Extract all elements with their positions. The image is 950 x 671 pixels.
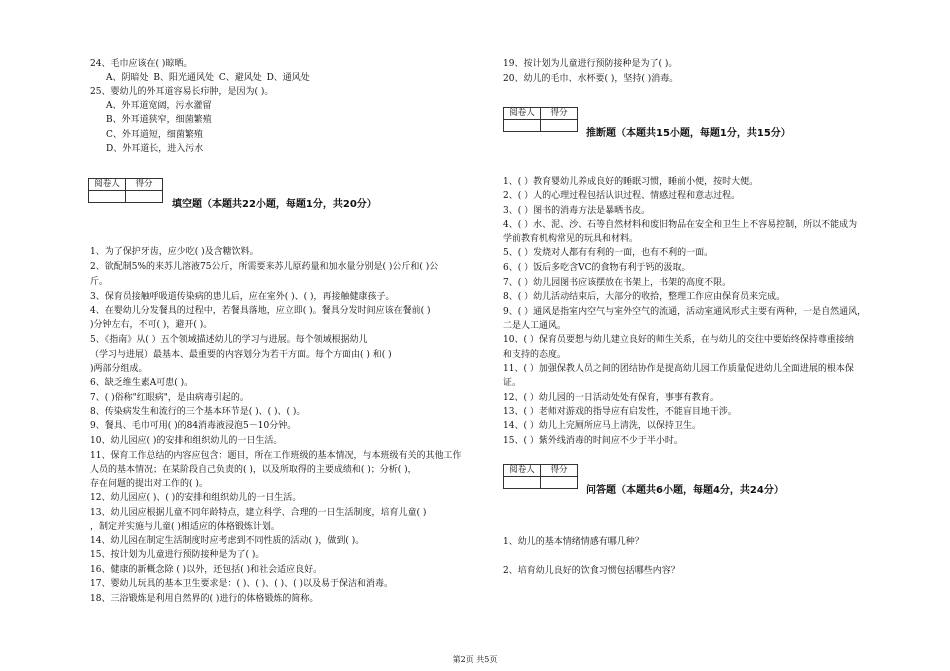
- score-cell[interactable]: [541, 120, 578, 132]
- question-24-options: A、阴暗处 B、阳光通风处 C、避风处 D、通风处: [106, 73, 310, 83]
- judge-question-line: 12、( ）幼儿园的一日活动处处有保育，事事有教育。: [503, 393, 719, 403]
- fill-question-line: 5、《指南》从( ）五个领域描述幼儿的学习与进展。每个领域根据幼儿: [90, 335, 368, 345]
- reviewer-label: 阅卷人: [504, 465, 541, 477]
- fill-question-line: 斤。: [90, 277, 109, 287]
- judge-question-line: 1、( ）教育婴幼儿养成良好的睡眠习惯，睡前小便，按时大便。: [503, 177, 759, 187]
- question-19: 19、按计划为儿童进行预防接种是为了( )。: [503, 59, 678, 69]
- fill-question-line: 16、健康的新概念除 ( )以外，还包括( )和社会适应良好。: [90, 565, 323, 575]
- judge-question-line: 和支持的态度。: [503, 350, 567, 360]
- judge-question-line: 3、( ）图书的消毒方法是暴晒书皮。: [503, 206, 651, 216]
- reviewer-cell[interactable]: [89, 191, 126, 203]
- fill-question-line: 17、婴幼儿玩具的基本卫生要求是：( )、( )、( )、( )以及易于保洁和消毒。: [90, 579, 393, 589]
- question-25-option-d: D、外耳道长，进入污水: [106, 144, 204, 154]
- fill-question-line: 存在问题的提出对工作的( )。: [90, 479, 208, 489]
- reviewer-label: 阅卷人: [89, 179, 126, 191]
- fill-question-line: 8、传染病发生和流行的三个基本环节是( )、( )、( )。: [90, 407, 306, 417]
- judge-question-line: 证。: [503, 378, 522, 388]
- fill-question-line: )分钟左右，不可( )，避开( )。: [90, 320, 213, 330]
- fill-question-line: )两部分组成。: [90, 364, 148, 374]
- judge-question-line: 5、( ）发烧对人都有有利的一面，也有不利的一面。: [503, 248, 714, 258]
- judge-question-line: 2、( ）人的心理过程包括认识过程、情感过程和意志过程。: [503, 191, 741, 201]
- question-20: 20、幼儿的毛巾、水杯要( )，坚持( )消毒。: [503, 74, 679, 84]
- judge-question-line: 11、( ）加强保教人员之间的团结协作是提高幼儿园工作质量促进幼儿全面进展的根本保: [503, 364, 854, 374]
- judge-question-line: 学前教育机构常见的玩具和材料。: [503, 234, 639, 244]
- score-label: 得分: [541, 108, 578, 120]
- score-box-judge: [503, 107, 578, 132]
- question-25-option-c: C、外耳道短，细菌繁殖: [106, 130, 203, 140]
- qa-question-2: 2、培育幼儿良好的饮食习惯包括哪些内容？: [503, 566, 680, 576]
- fill-question-line: 7、( )俗称"红眼病"，是由病毒引起的。: [90, 393, 249, 403]
- fill-question-line: 18、三浴锻炼是利用自然界的( )进行的体格锻炼的简称。: [90, 594, 319, 604]
- fill-question-line: 3、保育员接触呼吸道传染病的患儿后，应在室外( )、( )，再接触健康孩子。: [90, 292, 395, 302]
- reviewer-cell[interactable]: [504, 120, 541, 132]
- section-title-fill: 填空题（本题共22小题，每题1分，共20分）: [172, 199, 377, 210]
- fill-question-line: 13、幼儿园应根据儿童不同年龄特点，建立科学、合理的一日生活制度，培育儿童( ): [90, 508, 427, 518]
- section-title-qa: 问答题（本题共6小题，每题4分，共24分）: [586, 485, 784, 496]
- score-label: 得分: [541, 465, 578, 477]
- score-cell[interactable]: [126, 191, 163, 203]
- score-cell[interactable]: [541, 477, 578, 489]
- score-box-fill: [88, 178, 163, 203]
- judge-question-line: 二是人工通风。: [503, 321, 567, 331]
- fill-question-line: 12、幼儿园应( )、( )的安排和组织幼儿的一日生活。: [90, 493, 302, 503]
- reviewer-cell[interactable]: [504, 477, 541, 489]
- fill-question-line: 2、欲配制5%的来苏儿溶液75公斤，所需要来苏儿原药量和加水量分别是( )公斤和( )公: [90, 262, 439, 272]
- judge-question-line: 4、( ）水、泥、沙、石等自然材料和废旧物品在安全和卫生上不容易控制，所以不能成为: [503, 220, 858, 230]
- question-25-option-a: A、外耳道宽阔，污水灌留: [106, 101, 212, 111]
- judge-question-line: 9、( ）通风是指室内空气与室外空气的流通，活动室通风形式主要有两种，一是自然通风，: [503, 307, 867, 317]
- question-24: 24、毛巾应该在( )晾晒。: [90, 59, 193, 69]
- fill-question-line: 人员的基本情况；在某阶段自己负责的( )，以及所取得的主要成绩和( )；分析( )，: [90, 465, 417, 475]
- fill-question-line: 6、缺乏维生素A可患( )。: [90, 378, 194, 388]
- judge-question-line: 13、( ）老师对游戏的指导应有启发性，不能盲目地干涉。: [503, 407, 737, 417]
- fill-question-line: 15、按计划为儿童进行预防接种是为了( )。: [90, 550, 265, 560]
- qa-question-1: 1、幼儿的基本情绪情感有哪几种？: [503, 537, 644, 547]
- judge-question-line: 6、( ）饭后多吃含VC的食物有利于钙的汲取。: [503, 263, 691, 273]
- fill-question-line: 10、幼儿园应( )的安排和组织幼儿的一日生活。: [90, 436, 283, 446]
- question-25: 25、婴幼儿的外耳道容易长疖肿，是因为( )。: [90, 87, 274, 97]
- reviewer-label: 阅卷人: [504, 108, 541, 120]
- section-title-judge: 推断题（本题共15小题，每题1分，共15分）: [586, 128, 791, 139]
- page-number: 第2页 共5页: [452, 655, 498, 664]
- fill-question-line: 14、幼儿园在制定生活制度时应考虑到不同性质的活动( )，做到( )。: [90, 536, 365, 546]
- judge-question-line: 10、( ）保育员要想与幼儿建立良好的师生关系，在与幼儿的交往中要始终保持尊重接纳: [503, 335, 854, 345]
- fill-question-line: ，制定并实施与儿童( )相适应的体格锻炼计划。: [90, 522, 280, 532]
- fill-question-line: 11、保育工作总结的内容应包含：题目，所在工作班级的基本情况，与本班级有关的其他工作: [90, 451, 462, 461]
- fill-question-line: 9、餐具、毛巾可用( )的84消毒液浸泡5－10分钟。: [90, 421, 297, 431]
- fill-question-line: （学习与进展）最基本、最重要的内容划分为若干方面。每个方面由( ) 和( ): [90, 350, 392, 360]
- score-box-qa: [503, 464, 578, 489]
- question-25-option-b: B、外耳道狭窄，细菌繁殖: [106, 115, 212, 125]
- judge-question-line: 7、( ）幼儿园图书应该摆放在书架上，书架的高度不限。: [503, 278, 732, 288]
- judge-question-line: 15、( ）紫外线消毒的时间应不少于半小时。: [503, 436, 683, 446]
- judge-question-line: 14、( ）幼儿上完厕所应马上清洗，以保持卫生。: [503, 421, 701, 431]
- judge-question-line: 8、( ）幼儿活动结束后，大部分的收拾，整理工作应由保育员来完成。: [503, 292, 786, 302]
- score-label: 得分: [126, 179, 163, 191]
- fill-question-line: 4、在婴幼儿分发餐具的过程中，若餐具落地，应立即( )。餐具分发时间应该在餐前( ): [90, 306, 431, 316]
- fill-question-line: 1、为了保护牙齿，应少吃( )及含糖饮料。: [90, 247, 259, 257]
